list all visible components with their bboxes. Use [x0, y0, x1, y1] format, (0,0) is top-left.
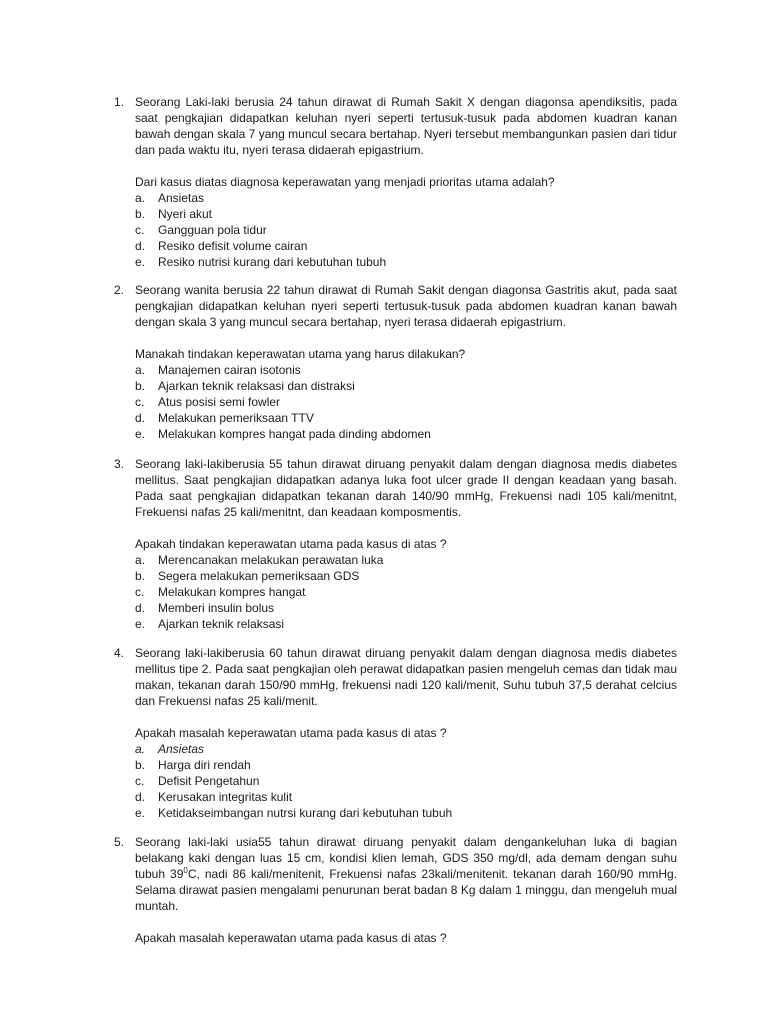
- question-number: 4.: [114, 646, 125, 660]
- question-number: 3.: [114, 457, 125, 471]
- option-e: e. Melakukan kompres hangat pada dinding abdomen: [135, 427, 431, 441]
- question-stem: Seorang Laki-laki berusia 24 tahun dirawat di Rumah Sakit X dengan diagonsa apendiksitis, pada saat pengkajian didapatkan keluhan nyeri seperti tertusuk-tusuk pada abdomen kuadran kanan bawah dengan skala 7 yang muncul secara bertahap. Nyeri tersebut membangunkan pasien dari tidur dan pada waktu itu, nyeri terasa didaerah epigastrium.: [135, 95, 677, 157]
- question-stem: Seorang laki-lakiberusia 60 tahun dirawat diruang penyakit dalam dengan diagnosa medis diabetes mellitus tipe 2. Pada saat pengkajian oleh perawat didapatkan pasien mengeluh cemas dan tidak mau makan, tekanan darah 150/90 mmHg, frekuensi nadi 120 kali/menit, Suhu tubuh 37,5 derahat celcius dan Frekuensi nafas 25 kali/menit.: [135, 646, 677, 708]
- option-list: [135, 741, 677, 821]
- option-d: d. Kerusakan integritas kulit: [135, 790, 293, 804]
- question-prompt: Dari kasus diatas diagnosa keperawatan yang menjadi prioritas utama adalah?: [135, 175, 555, 189]
- question-stem: Seorang wanita berusia 22 tahun dirawat di Rumah Sakit dengan diagonsa Gastritis akut, pada saat pengkajian didapatkan keluhan nyeri seperti tertusuk-tusuk pada abdomen kuadran kanan bawah dengan skala 3 yang muncul secara bertahap, nyeri terasa didaerah epigastrium.: [135, 283, 677, 329]
- question-prompt: Manakah tindakan keperawatan utama yang harus dilakukan?: [135, 347, 466, 361]
- option-a: a. Merencanakan melakukan perawatan luka: [135, 553, 384, 567]
- option-c: c. Gangguan pola tidur: [135, 223, 267, 237]
- option-list: [135, 552, 677, 632]
- superscript-degree: 0: [183, 866, 188, 875]
- option-a: a. Manajemen cairan isotonis: [135, 363, 301, 377]
- option-list: [135, 190, 677, 270]
- option-d: d. Melakukan pemeriksaan TTV: [135, 411, 314, 425]
- option-d: d. Memberi insulin bolus: [135, 601, 275, 615]
- option-a: a. Ansietas: [135, 742, 205, 756]
- question-number: 1.: [114, 95, 125, 109]
- option-b: b. Ajarkan teknik relaksasi dan distraksi: [135, 379, 355, 393]
- option-c: c. Melakukan kompres hangat: [135, 585, 306, 599]
- question-prompt: Apakah masalah keperawatan utama pada kasus di atas ?: [135, 726, 447, 740]
- option-c: c. Atus posisi semi fowler: [135, 395, 281, 409]
- option-e: e. Ketidakseimbangan nutrsi kurang dari kebutuhan tubuh: [135, 806, 453, 820]
- option-b: b. Segera melakukan pemeriksaan GDS: [135, 569, 360, 583]
- question-number: 5.: [114, 835, 125, 849]
- question-stem: Seorang laki-laki usia55 tahun dirawat diruang penyakit dalam dengankeluhan luka di bagian belakang kaki dengan luas 15 cm, kondisi klien lemah, GDS 350 mg/dl, ada demam dengan suhu tubuh $39^0C$, nadi 86 kali/menitenit, Frekuensi nafas 23kali/menitenit. tekanan darah 160/90 mmHg. Selama dirawat pasien mengalami penurunan berat badan 8 Kg dalam 1 minggu, dan mengeluh mual muntah.: [135, 835, 677, 913]
- option-e: e. Resiko nutrisi kurang dari kebutuhan tubuh: [135, 255, 387, 269]
- option-b: b. Harga diri rendah: [135, 758, 251, 772]
- question-prompt: Apakah tindakan keperawatan utama pada kasus di atas ?: [135, 537, 447, 551]
- option-d: d. Resiko defisit volume cairan: [135, 239, 308, 253]
- option-b: b. Nyeri akut: [135, 207, 213, 221]
- option-list: [135, 362, 677, 442]
- question-stem: Seorang laki-lakiberusia 55 tahun dirawat diruang penyakit dalam dengan diagnosa medis diabetes mellitus. Saat pengkajian didapatkan adanya luka foot ulcer grade II dengan keadaan yang basah. Pada saat pengkajian didapatkan tekanan darah 140/90 mmHg, Frekuensi nadi 105 kali/menitnt, Frekuensi nafas 25 kali/menitnt, dan keadaan komposmentis.: [135, 457, 677, 519]
- option-c: c. Defisit Pengetahun: [135, 774, 260, 788]
- question-prompt: Apakah masalah keperawatan utama pada kasus di atas ?: [135, 931, 447, 945]
- question-number: 2.: [114, 283, 125, 297]
- option-e: e. Ajarkan teknik relaksasi: [135, 617, 285, 631]
- option-a: a. Ansietas: [135, 191, 205, 205]
